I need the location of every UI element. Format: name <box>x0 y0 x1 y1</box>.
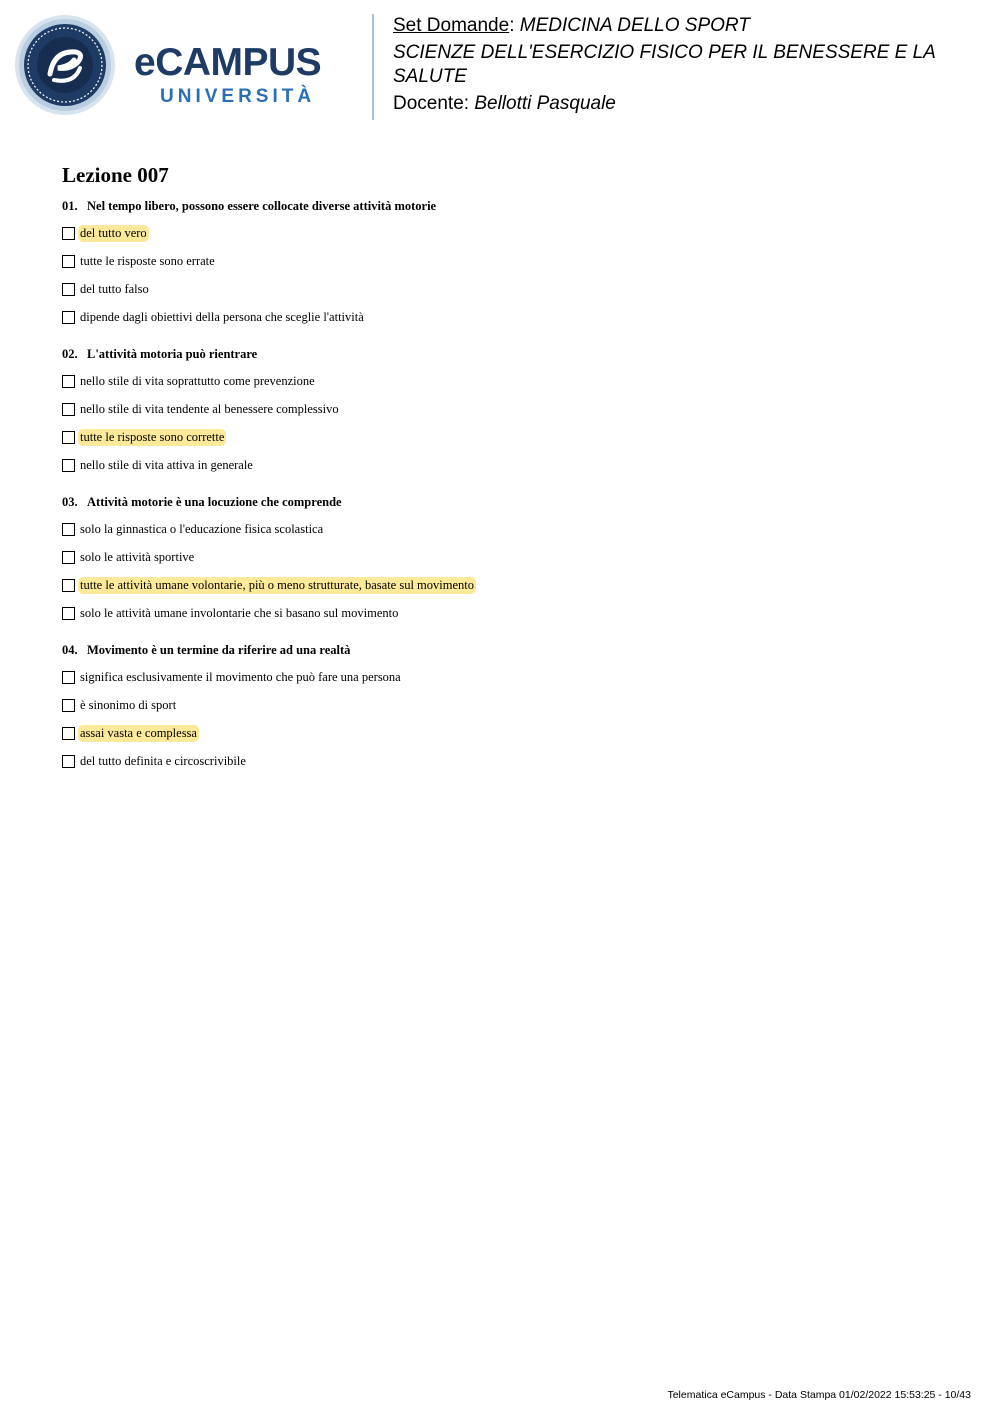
answer-option[interactable] <box>62 281 962 298</box>
answer-option[interactable] <box>62 549 962 566</box>
answer-option[interactable] <box>62 373 962 390</box>
answer-text: nello stile di vita soprattutto come prevenzione <box>80 374 315 388</box>
question-block <box>62 642 962 770</box>
question-block <box>62 346 962 474</box>
header-divider <box>372 14 374 120</box>
question-label: L'attività motoria può rientrare <box>87 347 258 361</box>
answer-checkbox[interactable] <box>62 255 75 268</box>
answer-checkbox[interactable] <box>62 607 75 620</box>
answer-text-highlighted: assai vasta e complessa <box>80 726 197 740</box>
answer-option[interactable] <box>62 753 962 770</box>
set-domande-value: MEDICINA DELLO SPORT <box>519 15 750 36</box>
question-text <box>62 346 962 362</box>
answer-text: del tutto definita e circoscrivibile <box>80 754 246 768</box>
answer-option[interactable] <box>62 253 962 270</box>
course-name: SCIENZE DELL'ESERCIZIO FISICO PER IL BENESSERE E LA SALUTE <box>393 42 936 87</box>
answer-checkbox[interactable] <box>62 727 75 740</box>
header-info <box>393 14 983 116</box>
answer-option[interactable] <box>62 309 962 326</box>
answer-checkbox[interactable] <box>62 755 75 768</box>
answer-checkbox[interactable] <box>62 699 75 712</box>
lesson-title: Lezione 007 <box>62 163 169 187</box>
answer-option[interactable] <box>62 577 962 594</box>
answer-checkbox[interactable] <box>62 283 75 296</box>
question-number: 04. <box>62 643 78 657</box>
page-header <box>0 0 1000 130</box>
answer-text: solo la ginnastica o l'educazione fisica scolastica <box>80 522 324 536</box>
question-number: 02. <box>62 347 78 361</box>
answer-text: solo le attività sportive <box>80 550 195 564</box>
answer-text-highlighted: tutte le attività umane volontarie, più o meno strutturate, basate sul movimento <box>80 578 475 592</box>
answer-option[interactable] <box>62 725 962 742</box>
answer-text: nello stile di vita tendente al benessere complessivo <box>80 402 339 416</box>
brand-subtitle: UNIVERSITÀ <box>160 86 316 107</box>
question-list <box>62 198 962 770</box>
answer-text: del tutto falso <box>80 282 149 296</box>
docente-value: Bellotti Pasquale <box>474 93 616 114</box>
answer-option[interactable] <box>62 669 962 686</box>
page-footer: Telematica eCampus - Data Stampa 01/02/2022 15:53:25 - 10/43 <box>667 1389 971 1401</box>
answer-option[interactable] <box>62 457 962 474</box>
answer-option[interactable] <box>62 521 962 538</box>
university-seal-logo <box>14 14 116 116</box>
question-label: Attività motorie è una locuzione che comprende <box>87 495 342 509</box>
answer-option[interactable] <box>62 401 962 418</box>
answer-checkbox[interactable] <box>62 671 75 684</box>
answer-checkbox[interactable] <box>62 551 75 564</box>
question-label: Movimento è un termine da riferire ad una realtà <box>87 643 351 657</box>
docente-row <box>393 92 983 116</box>
answer-checkbox[interactable] <box>62 579 75 592</box>
ecampus-wordmark <box>134 40 358 116</box>
answer-option[interactable] <box>62 429 962 446</box>
answer-checkbox[interactable] <box>62 375 75 388</box>
question-text <box>62 642 962 658</box>
answer-checkbox[interactable] <box>62 459 75 472</box>
lesson-content <box>62 162 962 790</box>
question-number: 01. <box>62 199 78 213</box>
answer-option[interactable] <box>62 605 962 622</box>
answer-text-highlighted: del tutto vero <box>80 226 147 240</box>
answer-text: dipende dagli obiettivi della persona che sceglie l'attività <box>80 310 364 324</box>
answer-text: tutte le risposte sono errate <box>80 254 215 268</box>
answer-option[interactable] <box>62 225 962 242</box>
answer-option[interactable] <box>62 697 962 714</box>
answer-checkbox[interactable] <box>62 403 75 416</box>
answer-checkbox[interactable] <box>62 227 75 240</box>
docente-label: Docente: <box>393 93 470 114</box>
answer-text: nello stile di vita attiva in generale <box>80 458 253 472</box>
question-text <box>62 198 962 214</box>
brand-name: eCAMPUS <box>134 41 322 84</box>
answer-checkbox[interactable] <box>62 311 75 324</box>
answer-checkbox[interactable] <box>62 431 75 444</box>
answer-checkbox[interactable] <box>62 523 75 536</box>
question-label: Nel tempo libero, possono essere collocate diverse attività motorie <box>87 199 437 213</box>
answer-text: è sinonimo di sport <box>80 698 177 712</box>
answer-text: solo le attività umane involontarie che si basano sul movimento <box>80 606 399 620</box>
question-text <box>62 494 962 510</box>
question-block <box>62 198 962 326</box>
set-domande-row: Set Domande: MEDICINA DELLO SPORT <box>393 15 750 36</box>
answer-text: significa esclusivamente il movimento che può fare una persona <box>80 670 401 684</box>
question-block <box>62 494 962 622</box>
set-domande-label: Set Domande <box>393 15 510 36</box>
question-number: 03. <box>62 495 78 509</box>
answer-text-highlighted: tutte le risposte sono corrette <box>80 430 225 444</box>
